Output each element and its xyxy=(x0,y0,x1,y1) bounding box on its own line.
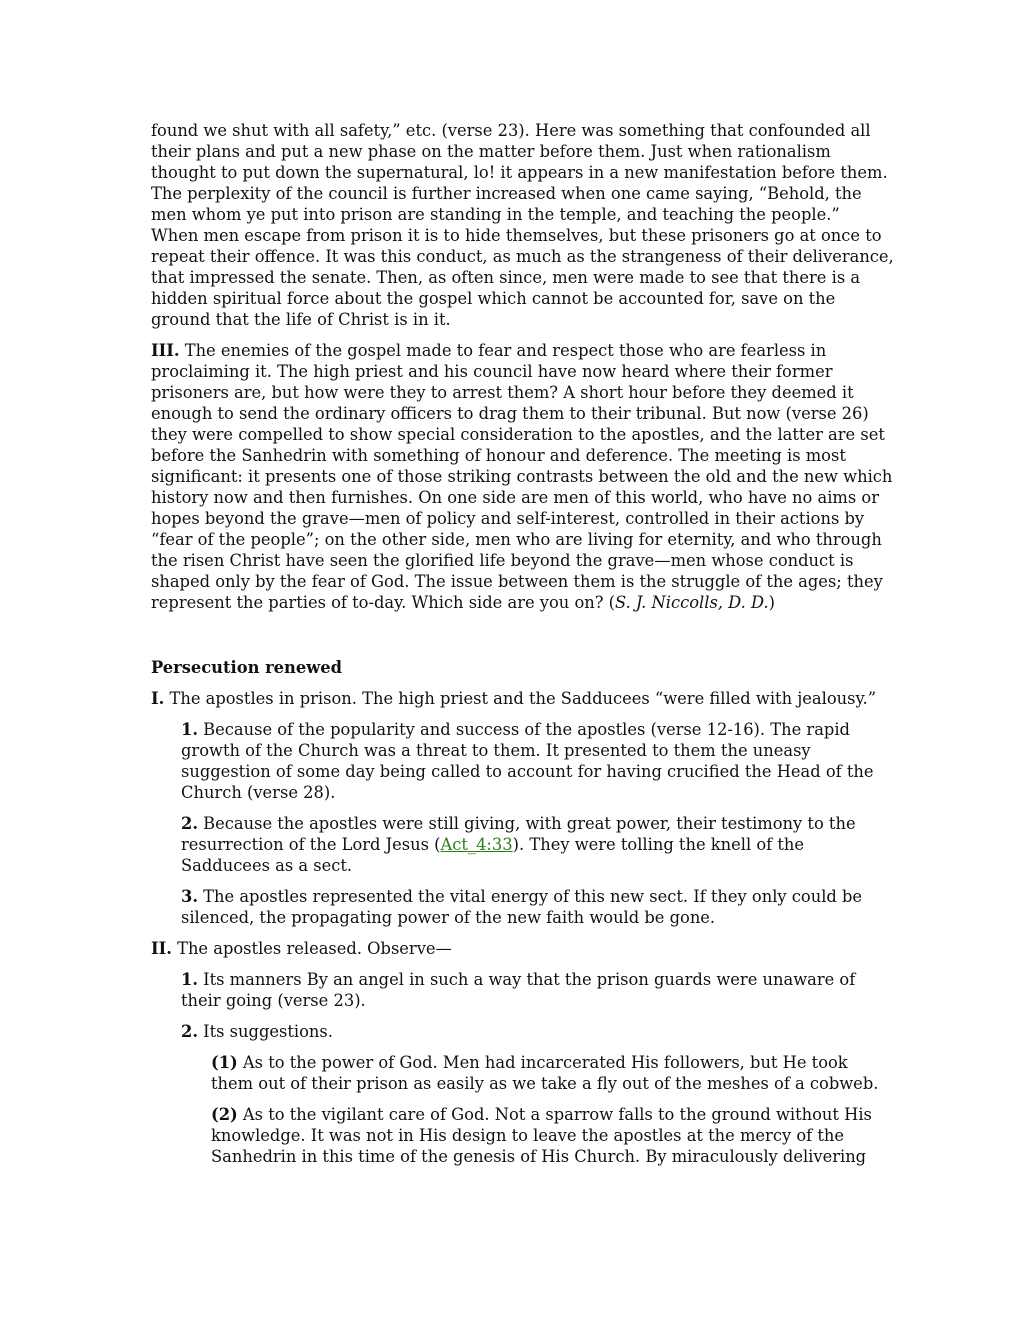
point-ii xyxy=(151,938,875,959)
subpoint-marker: 3. xyxy=(181,887,198,906)
text-line xyxy=(151,688,875,709)
text-line: thought to put down the supernatural, lo! it appears in a new manifestation before them. xyxy=(151,163,888,182)
subpoint-1-popularity xyxy=(181,719,875,803)
point-marker: II. xyxy=(151,939,172,958)
document-page xyxy=(151,120,894,1177)
section-heading: Persecution renewed xyxy=(151,658,342,677)
text-line xyxy=(181,834,875,855)
text-run: ) xyxy=(768,593,775,612)
paragraph-supernatural xyxy=(151,120,894,330)
text-run: Because of the popularity and success of the apostles (verse 12-16). The rapid xyxy=(198,720,850,739)
text-line xyxy=(211,1104,875,1125)
subsubpoint-1-power xyxy=(211,1052,879,1094)
point-marker: III. xyxy=(151,341,180,360)
text-line: shaped only by the fear of God. The issue between them is the struggle of the ages; they xyxy=(151,572,883,591)
point-marker: I. xyxy=(151,689,165,708)
text-line: before the Sanhedrin with something of honour and deference. The meeting is most xyxy=(151,446,846,465)
text-line xyxy=(151,938,875,959)
subsubpoint-marker: (2) xyxy=(211,1105,238,1124)
text-line: growth of the Church was a threat to them. It presented to them the uneasy xyxy=(181,741,811,760)
text-line: knowledge. It was not in His design to leave the apostles at the mercy of the xyxy=(211,1126,844,1145)
scripture-link[interactable]: Act_4:33 xyxy=(440,835,513,854)
text-line: enough to send the ordinary officers to drag them to their tribunal. But now (verse 26) xyxy=(151,404,869,423)
text-run: Its manners By an angel in such a way that the prison guards were unaware of xyxy=(198,970,856,989)
text-line: suggestion of some day being called to account for having crucified the Head of the xyxy=(181,762,874,781)
text-run: The apostles represented the vital energy of this new sect. If they only could be xyxy=(198,887,863,906)
text-run: The apostles released. Observe— xyxy=(171,939,452,958)
subpoint-marker: 1. xyxy=(181,720,198,739)
text-line: significant: it presents one of those striking contrasts between the old and the new which xyxy=(151,467,893,486)
text-line: repeat their offence. It was this conduct, as much as the strangeness of their deliverance, xyxy=(151,247,894,266)
text-run: Because the apostles were still giving, with great power, their testimony to the xyxy=(198,814,856,833)
text-run: The apostles in prison. The high priest and the Sadducees “were filled with jealousy.” xyxy=(164,689,877,708)
text-line: silenced, the propagating power of the new faith would be gone. xyxy=(181,908,716,927)
text-line xyxy=(181,969,875,990)
text-line xyxy=(151,340,875,361)
text-line: they were compelled to show special consideration to the apostles, and the latter are set xyxy=(151,425,885,444)
text-run: As to the power of God. Men had incarcerated His followers, but He took xyxy=(237,1053,848,1072)
text-line: Church (verse 28). xyxy=(181,783,336,802)
text-line xyxy=(181,719,875,740)
text-line: history now and then furnishes. On one side are men of this world, who have no aims or xyxy=(151,488,879,507)
text-line: their going (verse 23). xyxy=(181,991,366,1010)
text-line xyxy=(181,813,875,834)
text-line xyxy=(181,1021,875,1042)
text-line: prisoners are, but how were they to arrest them? A short hour before they deemed it xyxy=(151,383,854,402)
text-line: them out of their prison as easily as we take a fly out of the meshes of a cobweb. xyxy=(211,1074,879,1093)
citation-author: S. J. Niccolls, D. D. xyxy=(615,593,769,612)
text-line: Sanhedrin in this time of the genesis of His Church. By miraculously delivering xyxy=(211,1147,867,1166)
subpoint-marker: 2. xyxy=(181,814,198,833)
text-run: Its suggestions. xyxy=(198,1022,333,1041)
text-run: As to the vigilant care of God. Not a sparrow falls to the ground without His xyxy=(237,1105,872,1124)
text-line xyxy=(151,592,875,613)
text-line: found we shut with all safety,” etc. (verse 23). Here was something that confounded all xyxy=(151,121,871,140)
text-line xyxy=(211,1052,875,1073)
text-line: hidden spiritual force about the gospel which cannot be accounted for, save on the xyxy=(151,289,836,308)
text-line: proclaiming it. The high priest and his council have now heard where their former xyxy=(151,362,833,381)
text-line: their plans and put a new phase on the matter before them. Just when rationalism xyxy=(151,142,831,161)
subpoint-2-suggestions xyxy=(181,1021,875,1042)
subpoint-marker: 1. xyxy=(181,970,198,989)
subpoint-1-manners xyxy=(181,969,875,1011)
text-line xyxy=(181,886,875,907)
text-line: the risen Christ have seen the glorified life beyond the grave—men whose conduct is xyxy=(151,551,854,570)
text-line: hopes beyond the grave—men of policy and self-interest, controlled in their actions by xyxy=(151,509,865,528)
text-run: resurrection of the Lord Jesus ( xyxy=(181,835,441,854)
text-line: Sadducees as a sect. xyxy=(181,856,353,875)
text-line: ground that the life of Christ is in it. xyxy=(151,310,451,329)
text-line: that impressed the senate. Then, as often since, men were made to see that there is a xyxy=(151,268,861,287)
point-i xyxy=(151,688,875,709)
subsubpoint-marker: (1) xyxy=(211,1053,238,1072)
text-run: The enemies of the gospel made to fear and respect those who are fearless in xyxy=(179,341,827,360)
subpoint-marker: 2. xyxy=(181,1022,198,1041)
text-run: ). They were tolling the knell of the xyxy=(512,835,804,854)
subpoint-2-testimony xyxy=(181,813,875,876)
text-line: men whom ye put into prison are standing in the temple, and teaching the people.” xyxy=(151,205,840,224)
text-line: When men escape from prison it is to hide themselves, but these prisoners go at once to xyxy=(151,226,882,245)
text-line: “fear of the people”; on the other side, men who are living for eternity, and who through xyxy=(151,530,882,549)
subsubpoint-2-vigilant-care xyxy=(211,1104,875,1167)
text-line: The perplexity of the council is further increased when one came saying, “Behold, the xyxy=(151,184,862,203)
paragraph-point-iii xyxy=(151,340,893,613)
subpoint-3-vital-energy xyxy=(181,886,875,928)
text-run: represent the parties of to-day. Which side are you on? ( xyxy=(151,593,615,612)
